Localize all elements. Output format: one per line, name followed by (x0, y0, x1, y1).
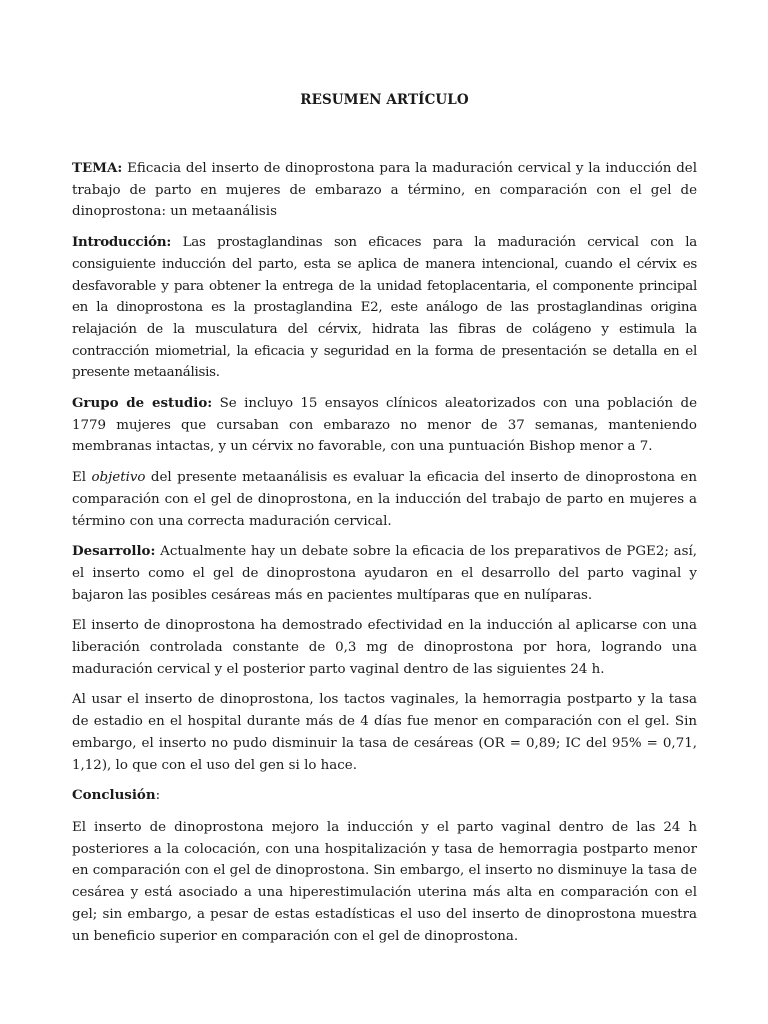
resultados-paragraph: Al usar el inserto de dinoprostona, los tactos vaginales, la hemorragia postparto y la tasa de estadio en el hospital durante más de 4 días fue menor en comparación con el gel. Sin embargo, el inserto no pudo disminuir la tasa de cesáreas (OR = 0,89; IC del 95% = 0,71, 1,12), lo que con el uso del gen si lo hace. (72, 692, 697, 773)
introduccion-text: Las prostaglandinas son eficaces para la maduración cervical con la consiguiente inducción del parto, esta se aplica de manera intencional, cuando el cérvix es desfavorable y para obtener la entrega de la unidad fetoplacentaria, el componente principal en la dinoprostona es la prostaglandina E2, este análogo de las prostaglandinas origina relajación de la musculatura del cérvix, hidrata las fibras de colágeno y estimula la contracción miometrial, la eficacia y seguridad en la forma de presentación se detalla en el presente metaanálisis. (72, 235, 697, 381)
introduccion-label: Introducción: (72, 234, 172, 251)
liberacion-paragraph: El inserto de dinoprostona ha demostrado efectividad en la inducción al aplicarse con una liberación controlada constante de 0,3 mg de dinoprostona por hora, logrando una maduración cervical y el posterior parto vaginal dentro de las siguientes 24 h. (72, 618, 697, 677)
desarrollo-label: Desarrollo: (72, 543, 156, 560)
conclusion-label: Conclusión (72, 787, 156, 804)
grupo-estudio-text: Se incluyo 15 ensayos clínicos aleatorizados con una población de 1779 mujeres que cursaban con embarazo no menor de 37 semanas, manteniendo membranas intactas, y un cérvix no favorable, con una puntuación Bishop menor a 7. (72, 396, 697, 455)
tema-text: Eficacia del inserto de dinoprostona para la maduración cervical y la inducción del trabajo de parto en mujeres de embarazo a término, en comparación con el gel de dinoprostona: un metaanálisis (72, 161, 697, 220)
desarrollo-text: Actualmente hay un debate sobre la eficacia de los preparativos de PGE2; así, el inserto como el gel de dinoprostona ayudaron en el desarrollo del parto vaginal y bajaron las posibles cesáreas más en pacientes multíparas que en nulíparas. (72, 544, 697, 603)
conclusion-colon: : (155, 788, 161, 804)
tema-label: TEMA: (72, 160, 123, 176)
grupo-estudio-label: Grupo de estudio: (72, 395, 213, 412)
objetivo-prefix: El (72, 470, 92, 486)
tema-paragraph (72, 158, 697, 223)
objetivo-italic: objetivo (91, 470, 146, 486)
conclusion-heading (72, 785, 697, 807)
introduccion-paragraph (72, 232, 697, 384)
objetivo-text: del presente metaanálisis es evaluar la eficacia del inserto de dinoprostona en comparación con el gel de dinoprostona, en la inducción del trabajo de parto en mujeres a término con una correcta maduración cervical. (72, 470, 697, 529)
document-title: RESUMEN ARTÍCULO (300, 92, 469, 108)
desarrollo-paragraph (72, 541, 697, 606)
conclusion-paragraph: El inserto de dinoprostona mejoro la inducción y el parto vaginal dentro de las 24 h posteriores a la colocación, con una hospitalización y tasa de hemorragia postparto menor en comparación con el gel de dinoprostona. Sin embargo, el inserto no disminuye la tasa de cesárea y está asociado a una hiperestimulación uterina más alta en comparación con el gel; sin embargo, a pesar de estas estadísticas el uso del inserto de dinoprostona muestra un beneficio superior en comparación con el gel de dinoprostona. (72, 819, 697, 944)
objetivo-paragraph (72, 467, 697, 532)
grupo-estudio-paragraph (72, 393, 697, 458)
document-page (72, 88, 697, 956)
